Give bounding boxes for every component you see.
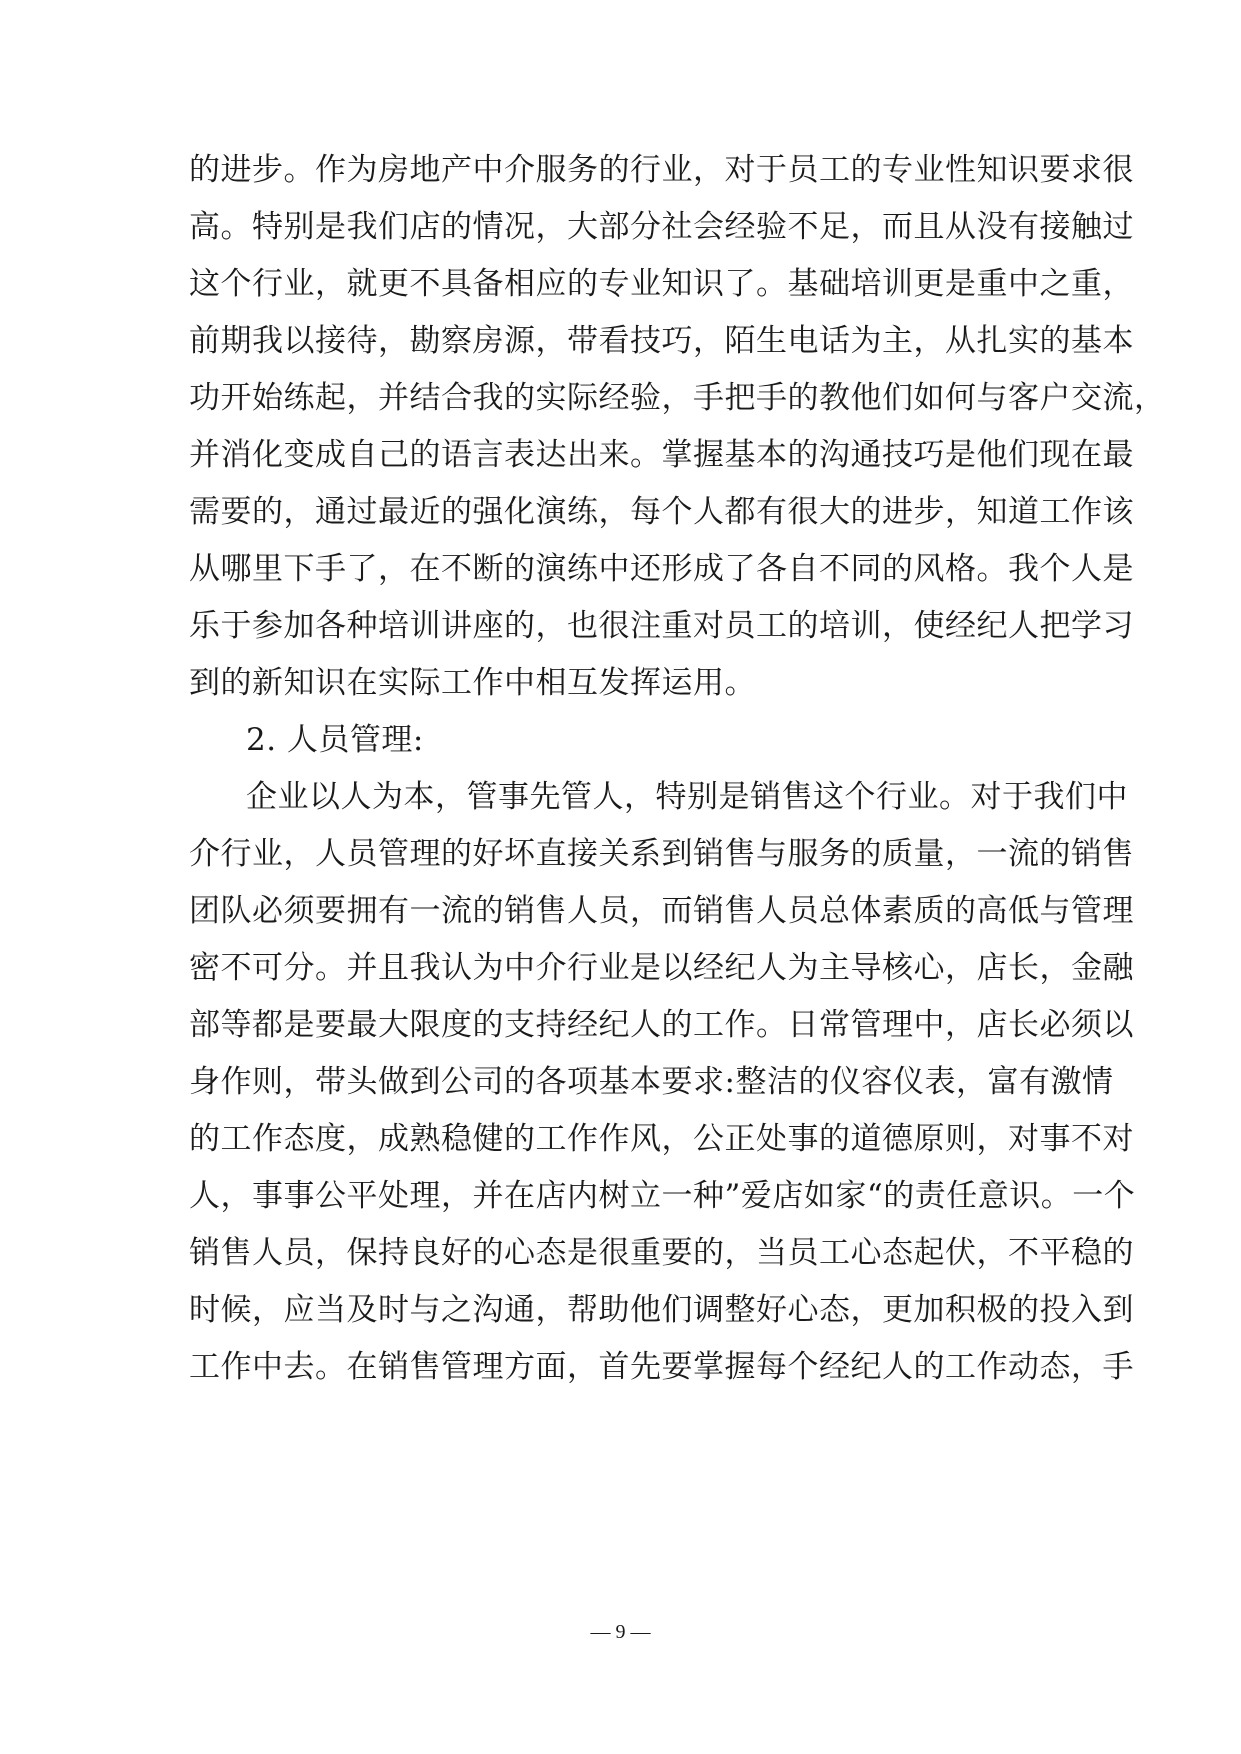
body-text-line: 时候，应当及时与之沟通，帮助他们调整好心态，更加积极的投入到 bbox=[189, 1292, 1134, 1328]
body-text-line: 这个行业，就更不具备相应的专业知识了。基础培训更是重中之重， bbox=[189, 266, 1134, 302]
body-text-line: 高。特别是我们店的情况，大部分社会经验不足，而且从没有接触过 bbox=[189, 209, 1134, 245]
body-text-line: 企业以人为本，管事先管人，特别是销售这个行业。对于我们中 bbox=[246, 779, 1128, 815]
body-text-line: 介行业，人员管理的好坏直接关系到销售与服务的质量，一流的销售 bbox=[189, 836, 1134, 872]
body-text-line: 并消化变成自己的语言表达出来。掌握基本的沟通技巧是他们现在最 bbox=[189, 437, 1134, 473]
body-text-line: 功开始练起，并结合我的实际经验，手把手的教他们如何与客户交流， bbox=[189, 380, 1166, 416]
body-text-line: 到的新知识在实际工作中相互发挥运用。 bbox=[189, 665, 756, 701]
body-text-line: 密不可分。并且我认为中介行业是以经纪人为主导核心，店长，金融 bbox=[189, 950, 1134, 986]
body-text-line: 的进步。作为房地产中介服务的行业，对于员工的专业性知识要求很 bbox=[189, 152, 1134, 188]
body-text-line: 乐于参加各种培训讲座的，也很注重对员工的培训，使经纪人把学习 bbox=[189, 608, 1134, 644]
body-text-line: 从哪里下手了，在不断的演练中还形成了各自不同的风格。我个人是 bbox=[189, 551, 1134, 587]
body-text-line: 前期我以接待，勘察房源，带看技巧，陌生电话为主，从扎实的基本 bbox=[189, 323, 1134, 359]
body-text-line: 身作则，带头做到公司的各项基本要求:整洁的仪容仪表，富有激情 bbox=[189, 1064, 1114, 1100]
body-text-line: 人，事事公平处理，并在店内树立一种”爱店如家“的责任意识。一个 bbox=[189, 1178, 1136, 1214]
section-heading: 2. 人员管理: bbox=[246, 722, 424, 758]
body-text-line: 销售人员，保持良好的心态是很重要的，当员工心态起伏，不平稳的 bbox=[189, 1235, 1134, 1271]
page-number: — 9 — bbox=[590, 1621, 651, 1643]
body-text-line: 团队必须要拥有一流的销售人员，而销售人员总体素质的高低与管理 bbox=[189, 893, 1134, 929]
body-text-line: 工作中去。在销售管理方面，首先要掌握每个经纪人的工作动态，手 bbox=[189, 1349, 1134, 1385]
body-text-line: 的工作态度，成熟稳健的工作作风，公正处事的道德原则，对事不对 bbox=[189, 1121, 1134, 1157]
body-text-line: 部等都是要最大限度的支持经纪人的工作。日常管理中，店长必须以 bbox=[189, 1007, 1134, 1043]
body-text-line: 需要的，通过最近的强化演练，每个人都有很大的进步，知道工作该 bbox=[189, 494, 1134, 530]
